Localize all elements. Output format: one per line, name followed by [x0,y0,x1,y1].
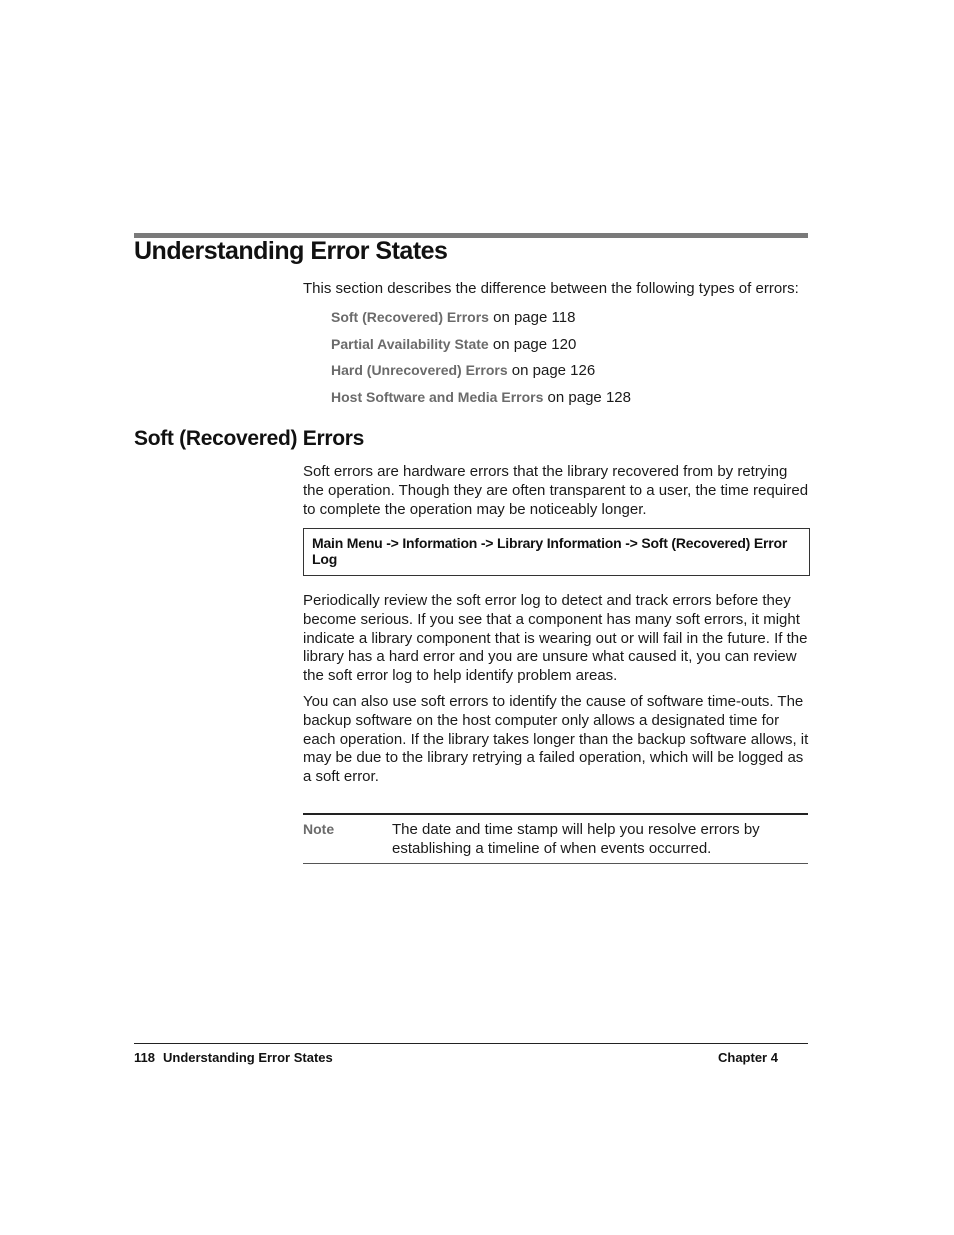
xref-link-partial-availability[interactable]: Partial Availability State [331,335,489,352]
menu-path-box: Main Menu -> Information -> Library Information -> Soft (Recovered) Error Log [303,528,810,576]
list-item [331,357,631,384]
xref-link-soft-errors[interactable]: Soft (Recovered) Errors [331,309,489,325]
xref-link-hard-errors[interactable]: Hard (Unrecovered) Errors [331,362,508,378]
xref-link-host-software-errors[interactable]: Host Software and Media Errors [331,388,544,405]
footer-rule [134,1043,808,1044]
body-paragraph: Soft errors are hardware errors that the library recovered from by retrying the operation. Though they are often transparent to a user, the time required to complete the operation may be noticeably longer. [303,463,809,518]
xref-page-ref: on page 126 [507,362,596,379]
xref-page-ref: on page 118 [488,309,576,326]
list-item [331,384,631,411]
footer-section-title: Understanding Error States [162,1050,333,1065]
cross-reference-list [331,304,631,410]
body-paragraph: Periodically review the soft error log to detect and track errors before they become serious. If you see that a component has many soft errors, it might indicate a library component that is wearing out or will fail in the future. If the library has a hard error and you are unsure what caused it, you can review the soft error log to help identify problem areas. [303,592,808,685]
note-text: The date and time stamp will help you resolve errors by establishing a timeline of when events occurred. [392,821,760,857]
intro-text: This section describes the difference between the following types of errors: [303,280,799,297]
list-item [331,331,631,358]
page-number: 118 [134,1050,155,1065]
note-label: Note [303,821,335,837]
footer-chapter: Chapter 4 [718,1050,778,1065]
page-footer-left [134,1049,333,1067]
list-item [331,304,631,331]
xref-page-ref: on page 128 [543,388,631,406]
section-heading: Soft (Recovered) Errors [134,427,364,450]
note-block [303,813,808,864]
body-paragraph: You can also use soft errors to identify the cause of software time-outs. The backup software on the host computer only allows a designated time for each operation. If the library takes longer than the backup software allows, it may be due to the library retrying a failed operation, which will be logged as a soft error. [303,693,809,786]
chapter-heading: Understanding Error States [134,237,448,265]
xref-page-ref: on page 120 [488,335,577,353]
